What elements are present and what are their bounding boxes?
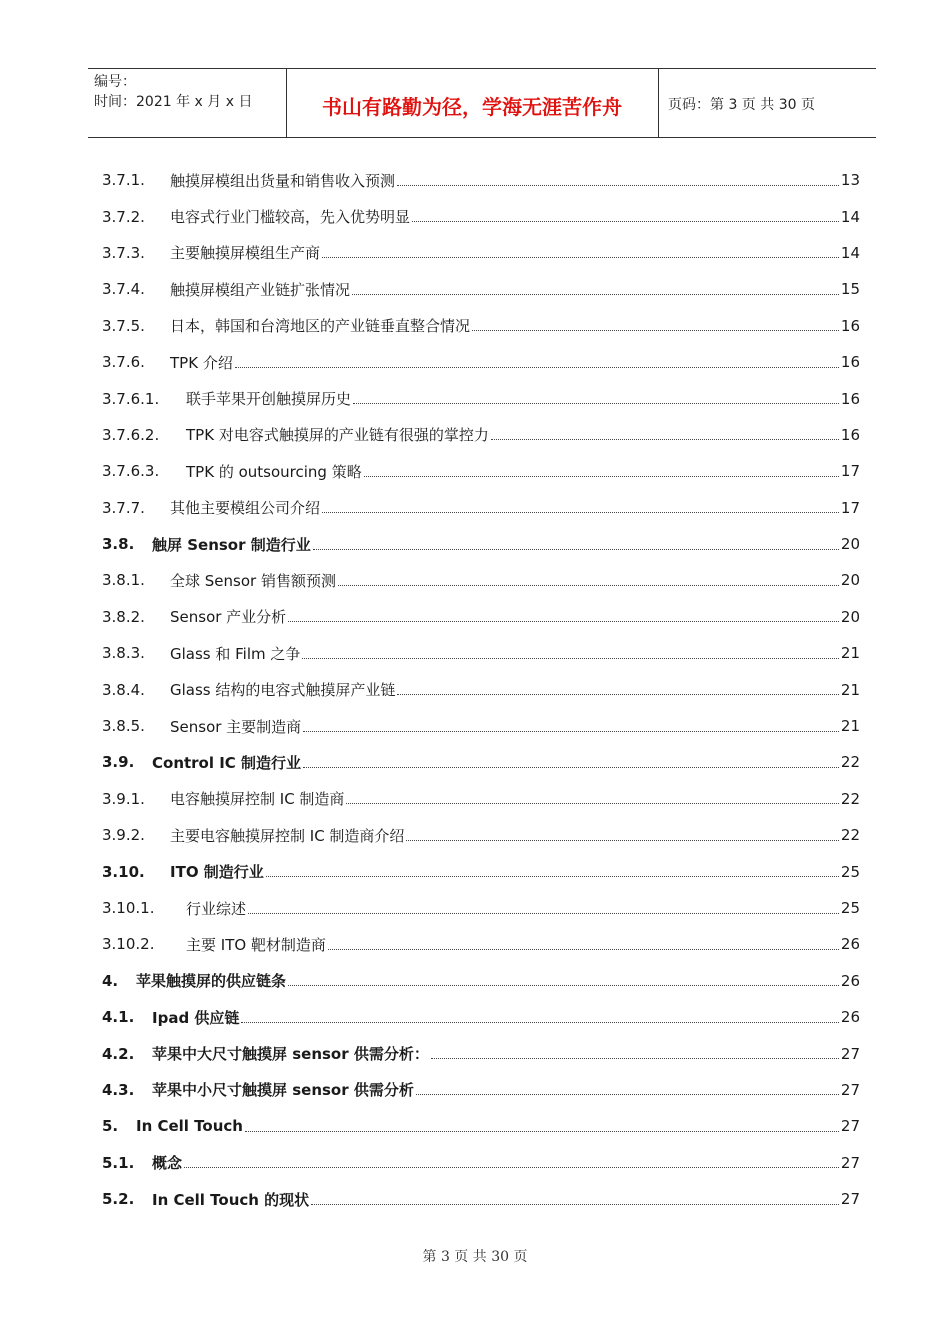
toc-dot-leader bbox=[313, 549, 839, 550]
toc-entry-page: 26 bbox=[840, 1008, 860, 1027]
toc-dot-leader bbox=[303, 731, 839, 732]
toc-entry-number: 3.8.4. bbox=[102, 680, 145, 699]
toc-entry-page: 26 bbox=[840, 935, 860, 954]
toc-entry-number: 3.8. bbox=[102, 535, 135, 554]
toc-entry-page: 27 bbox=[840, 1080, 860, 1099]
toc-dot-leader bbox=[416, 1094, 839, 1095]
toc-entry-number: 5.2. bbox=[102, 1190, 135, 1209]
toc-entry-title: 概念 bbox=[152, 1154, 183, 1173]
toc-entry-page: 15 bbox=[840, 280, 860, 299]
toc-entry-number: 3.7.3. bbox=[102, 243, 145, 262]
toc-entry[interactable] bbox=[102, 1072, 860, 1108]
toc-entry-title: In Cell Touch bbox=[136, 1117, 243, 1136]
toc-entry-title: Ipad 供应链 bbox=[152, 1008, 240, 1027]
toc-dot-leader bbox=[248, 913, 839, 914]
toc-entry-page: 25 bbox=[840, 899, 860, 917]
toc-entry-number: 4.2. bbox=[102, 1044, 135, 1063]
toc-entry[interactable] bbox=[102, 490, 860, 526]
toc-entry-number: 5.1. bbox=[102, 1153, 135, 1172]
toc-entry-number: 4.3. bbox=[102, 1080, 135, 1099]
toc-entry-title: 行业综述 bbox=[186, 899, 247, 918]
toc-entry-page: 27 bbox=[840, 1153, 860, 1172]
toc-entry-page: 16 bbox=[840, 425, 860, 444]
toc-dot-leader bbox=[266, 876, 839, 877]
toc-dot-leader bbox=[303, 767, 839, 768]
toc-entry-number: 4.1. bbox=[102, 1008, 135, 1027]
toc-entry[interactable] bbox=[102, 198, 860, 234]
time-label: 时间：2021 年 x 月 x 日 bbox=[94, 94, 253, 110]
toc-entry-title: 苹果中小尺寸触摸屏 sensor 供需分析 bbox=[152, 1081, 414, 1100]
toc-entry-number: 4. bbox=[102, 971, 119, 990]
toc-entry[interactable] bbox=[102, 526, 860, 562]
toc-entry-title: TPK 介绍 bbox=[170, 353, 233, 372]
toc-entry-number: 3.7.6.1. bbox=[102, 389, 160, 408]
toc-entry-title: Glass 结构的电容式触摸屏产业链 bbox=[170, 681, 396, 700]
toc-entry[interactable] bbox=[102, 999, 860, 1035]
toc-entry[interactable] bbox=[102, 890, 860, 926]
toc-dot-leader bbox=[241, 1022, 839, 1023]
toc-entry-title: 苹果中大尺寸触摸屏 sensor 供需分析： bbox=[152, 1045, 429, 1064]
toc-entry-number: 5. bbox=[102, 1117, 119, 1136]
motto-text: 书山有路勤为径，学海无涯苦作舟 bbox=[322, 95, 622, 119]
toc-entry-number: 3.8.5. bbox=[102, 717, 145, 736]
toc-entry[interactable] bbox=[102, 926, 860, 962]
toc-entry-title: Glass 和 Film 之争 bbox=[170, 644, 301, 663]
toc-entry-title: TPK 对电容式触摸屏的产业链有很强的掌控力 bbox=[186, 426, 489, 445]
toc-entry[interactable] bbox=[102, 599, 860, 635]
toc-dot-leader bbox=[364, 476, 839, 477]
toc-entry-page: 20 bbox=[840, 607, 860, 626]
toc-dot-leader bbox=[328, 949, 839, 950]
toc-entry-number: 3.8.2. bbox=[102, 607, 145, 626]
toc-entry-title: In Cell Touch 的现状 bbox=[152, 1190, 310, 1209]
toc-entry-number: 3.7.4. bbox=[102, 280, 145, 299]
toc-entry[interactable] bbox=[102, 1035, 860, 1071]
toc-dot-leader bbox=[491, 439, 839, 440]
toc-entry[interactable] bbox=[102, 1181, 860, 1217]
toc-entry[interactable] bbox=[102, 817, 860, 853]
page-info: 页码：第 3 页 共 30 页 bbox=[668, 97, 815, 113]
toc-entry[interactable] bbox=[102, 235, 860, 271]
toc-dot-leader bbox=[302, 658, 839, 659]
toc-entry[interactable] bbox=[102, 963, 860, 999]
toc-entry-title: 触摸屏模组产业链扩张情况 bbox=[170, 280, 351, 299]
toc-entry-page: 16 bbox=[840, 389, 860, 408]
toc-dot-leader bbox=[472, 330, 839, 331]
toc-entry[interactable] bbox=[102, 671, 860, 707]
toc-entry-number: 3.8.1. bbox=[102, 571, 145, 590]
toc-entry-number: 3.7.2. bbox=[102, 207, 145, 226]
toc-entry-number: 3.7.6.2. bbox=[102, 425, 160, 444]
toc-entry-page: 21 bbox=[840, 717, 860, 736]
toc-entry[interactable] bbox=[102, 781, 860, 817]
number-label: 编号： bbox=[94, 74, 136, 90]
toc-entry-number: 3.7.5. bbox=[102, 316, 145, 335]
toc-entry[interactable] bbox=[102, 162, 860, 198]
toc-entry-number: 3.10.2. bbox=[102, 935, 155, 954]
toc-entry-number: 3.8.3. bbox=[102, 644, 145, 663]
toc-entry-title: 电容触摸屏控制 IC 制造商 bbox=[170, 790, 345, 809]
toc-entry-title: Sensor 主要制造商 bbox=[170, 717, 302, 736]
toc-entry-number: 3.10. bbox=[102, 862, 145, 881]
toc-entry-page: 14 bbox=[840, 243, 860, 262]
toc-entry-page: 13 bbox=[840, 171, 860, 190]
toc-entry[interactable] bbox=[102, 708, 860, 744]
toc-dot-leader bbox=[353, 403, 839, 404]
toc-dot-leader bbox=[184, 1167, 839, 1168]
toc-entry[interactable] bbox=[102, 853, 860, 889]
toc-entry-title: 电容式行业门槛较高，先入优势明显 bbox=[170, 208, 411, 227]
toc-entry-page: 14 bbox=[840, 207, 860, 226]
toc-entry-page: 20 bbox=[840, 571, 860, 590]
toc-dot-leader bbox=[322, 257, 839, 258]
toc-dot-leader bbox=[311, 1204, 839, 1205]
toc-entry-title: 苹果触摸屏的供应链条 bbox=[136, 972, 287, 991]
toc-entry-title: 触摸屏模组出货量和销售收入预测 bbox=[170, 171, 396, 190]
toc-entry-title: ITO 制造行业 bbox=[170, 863, 264, 882]
toc-entry[interactable] bbox=[102, 308, 860, 344]
toc-dot-leader bbox=[397, 185, 839, 186]
header-page-cell bbox=[658, 69, 876, 137]
toc-entry-page: 21 bbox=[840, 680, 860, 699]
toc-entry-title: Control IC 制造行业 bbox=[152, 753, 302, 772]
toc-entry-title: 其他主要模组公司介绍 bbox=[170, 499, 321, 518]
toc-entry-title: 联手苹果开创触摸屏历史 bbox=[186, 390, 352, 409]
toc-dot-leader bbox=[235, 367, 839, 368]
toc-dot-leader bbox=[338, 585, 839, 586]
toc-entry-page: 17 bbox=[840, 462, 860, 481]
toc-entry-page: 27 bbox=[840, 1044, 860, 1063]
toc-entry[interactable] bbox=[102, 344, 860, 380]
toc-entry-page: 25 bbox=[840, 862, 860, 881]
table-of-contents bbox=[102, 162, 860, 1217]
page-footer: 第 3 页 共 30 页 bbox=[422, 1249, 528, 1265]
toc-entry-title: 主要电容触摸屏控制 IC 制造商介绍 bbox=[170, 826, 405, 845]
toc-dot-leader bbox=[288, 985, 839, 986]
toc-entry-page: 16 bbox=[840, 316, 860, 335]
toc-entry-page: 21 bbox=[840, 644, 860, 663]
header-motto-cell bbox=[286, 69, 659, 137]
toc-entry-number: 3.9.1. bbox=[102, 789, 145, 808]
toc-entry-title: 主要 ITO 靶材制造商 bbox=[186, 935, 326, 954]
toc-entry-page: 16 bbox=[840, 353, 860, 372]
toc-entry[interactable] bbox=[102, 380, 860, 416]
toc-entry-page: 20 bbox=[840, 535, 860, 554]
toc-entry[interactable] bbox=[102, 635, 860, 671]
toc-entry-title: 触屏 Sensor 制造行业 bbox=[152, 535, 311, 554]
toc-entry-number: 3.7.7. bbox=[102, 498, 145, 517]
toc-entry-number: 3.9.2. bbox=[102, 826, 145, 845]
toc-dot-leader bbox=[397, 694, 839, 695]
toc-entry-page: 17 bbox=[840, 498, 860, 517]
toc-entry[interactable] bbox=[102, 744, 860, 780]
toc-entry-page: 22 bbox=[840, 826, 860, 845]
toc-entry-page: 27 bbox=[840, 1190, 860, 1209]
toc-entry[interactable] bbox=[102, 453, 860, 489]
toc-entry-page: 26 bbox=[840, 971, 860, 990]
toc-entry[interactable] bbox=[102, 1145, 860, 1181]
toc-entry-title: TPK 的 outsourcing 策略 bbox=[186, 462, 362, 481]
toc-entry-title: Sensor 产业分析 bbox=[170, 608, 287, 627]
toc-entry[interactable] bbox=[102, 562, 860, 598]
toc-entry-number: 3.10.1. bbox=[102, 899, 155, 917]
toc-entry-title: 主要触摸屏模组生产商 bbox=[170, 244, 321, 263]
toc-entry-number: 3.9. bbox=[102, 753, 135, 772]
toc-entry-number: 3.7.6. bbox=[102, 353, 145, 372]
toc-entry[interactable] bbox=[102, 1108, 860, 1144]
toc-dot-leader bbox=[406, 840, 838, 841]
toc-dot-leader bbox=[346, 803, 838, 804]
toc-entry-title: 全球 Sensor 销售额预测 bbox=[170, 571, 336, 590]
toc-dot-leader bbox=[288, 621, 839, 622]
toc-dot-leader bbox=[352, 294, 839, 295]
toc-entry-number: 3.7.1. bbox=[102, 171, 145, 190]
toc-dot-leader bbox=[431, 1058, 839, 1059]
page-header bbox=[88, 68, 876, 138]
toc-entry-number: 3.7.6.3. bbox=[102, 462, 160, 481]
toc-dot-leader bbox=[322, 512, 839, 513]
toc-entry-page: 22 bbox=[840, 753, 860, 772]
toc-entry-page: 22 bbox=[840, 789, 860, 808]
toc-dot-leader bbox=[412, 221, 839, 222]
toc-entry[interactable] bbox=[102, 417, 860, 453]
toc-entry-page: 27 bbox=[840, 1117, 860, 1136]
toc-entry[interactable] bbox=[102, 271, 860, 307]
header-meta-cell bbox=[88, 69, 287, 137]
toc-dot-leader bbox=[245, 1131, 839, 1132]
toc-entry-title: 日本，韩国和台湾地区的产业链垂直整合情况 bbox=[170, 317, 471, 336]
